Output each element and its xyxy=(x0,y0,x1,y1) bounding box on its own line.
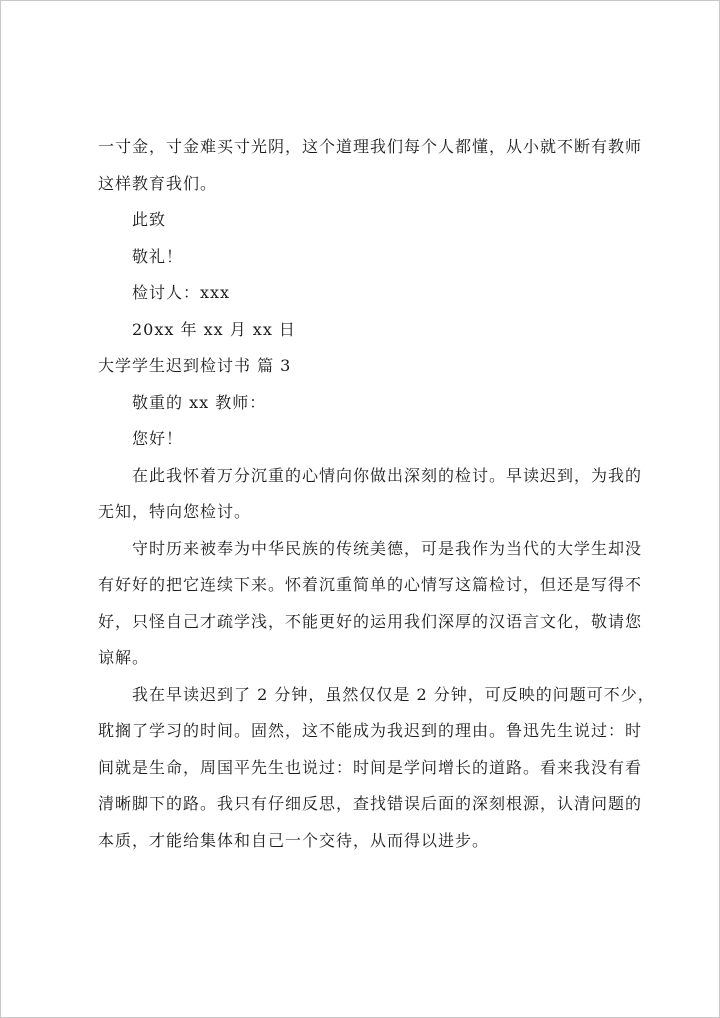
paragraph-line: 本质，才能给集体和自己一个交待，从而得以进步。 xyxy=(98,830,490,850)
paragraph-line: 守时历来被奉为中华民族的传统美德，可是我作为当代的大学生却没 xyxy=(132,538,643,558)
date-line: 20xx 年 xx 月 xx 日 xyxy=(132,319,296,339)
author-signature: 检讨人：xxx xyxy=(132,283,231,302)
paragraph-line: 好，只怪自己才疏学浅，不能更好的运用我们深厚的汉语言文化，敬请您 xyxy=(98,611,643,631)
closing-regards: 敬礼！ xyxy=(132,246,184,266)
paragraph-line: 一寸金，寸金难买寸光阴，这个道理我们每个人都懂，从小就不断有教师 xyxy=(98,137,643,156)
paragraph-line: 在此我怀着万分沉重的心情向你做出深刻的检讨。早读迟到，为我的 xyxy=(132,465,643,485)
paragraph-line: 我在早读迟到了 2 分钟，虽然仅仅是 2 分钟，可反映的问题可不少， xyxy=(132,684,655,704)
closing-salutation: 此致 xyxy=(132,210,167,229)
paragraph-line: 清晰脚下的路。我只有仔细反思，查找错误后面的深刻根源，认清问题的 xyxy=(98,794,643,813)
document-body xyxy=(98,129,655,859)
section-title: 大学学生迟到检讨书 篇 3 xyxy=(98,356,292,375)
paragraph-line: 这样教育我们。 xyxy=(98,173,218,193)
paragraph-line: 耽搁了学习的时间。固然，这不能成为我迟到的理由。鲁迅先生说过：时 xyxy=(98,721,643,740)
paragraph-line: 有好好的把它连续下来。怀着沉重简单的心情写这篇检讨，但还是写得不 xyxy=(98,575,643,594)
greeting: 您好！ xyxy=(132,429,184,448)
paragraph-line: 间就是生命，周国平先生也说过：时间是学问增长的道路。看来我没有看 xyxy=(98,757,643,777)
paragraph-line: 谅解。 xyxy=(98,648,150,667)
paragraph-line: 无知，特向您检讨。 xyxy=(98,502,252,521)
greeting-recipient: 敬重的 xx 教师： xyxy=(132,392,267,412)
